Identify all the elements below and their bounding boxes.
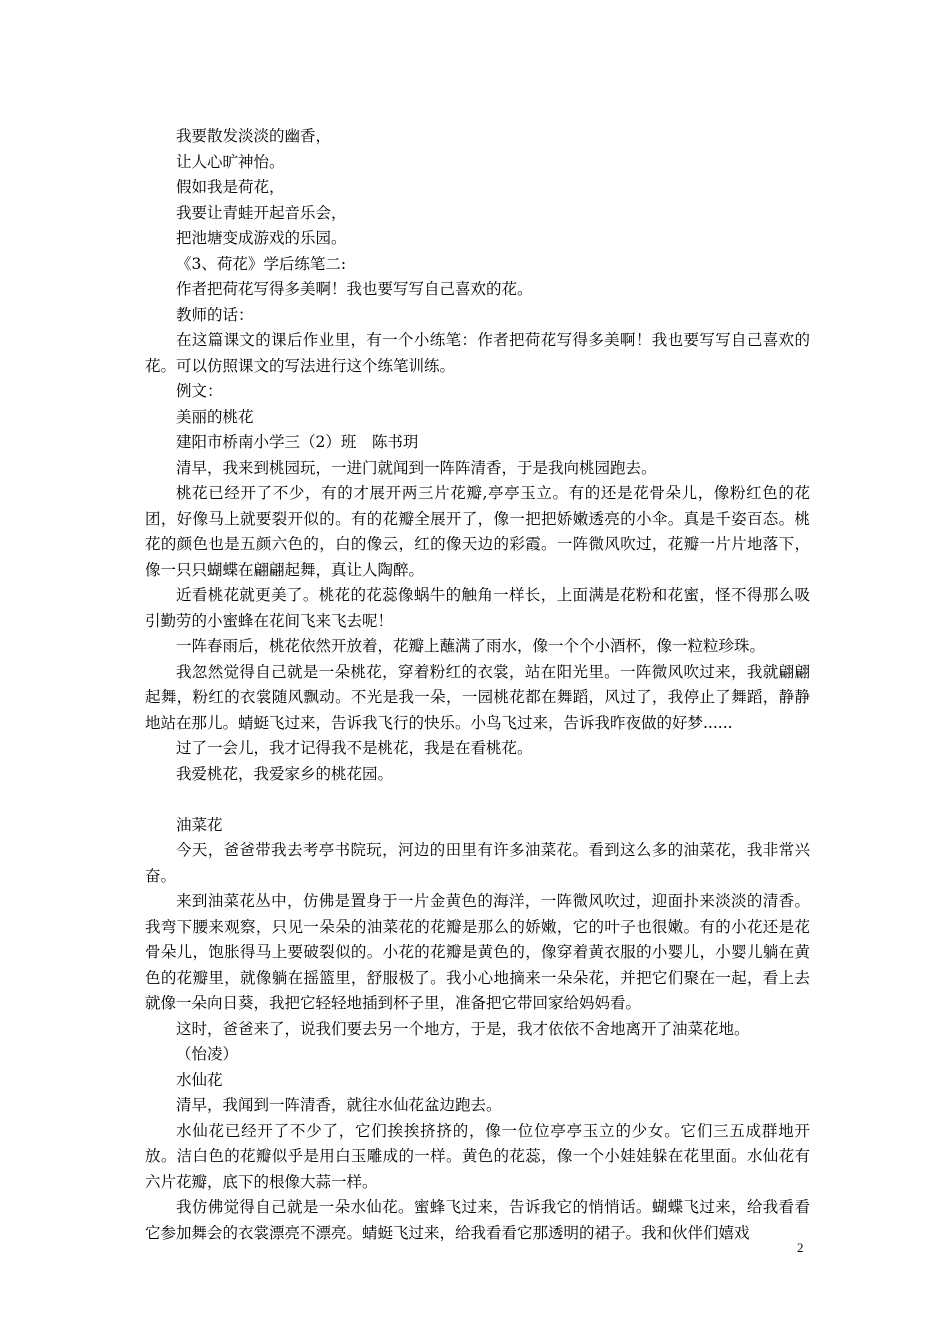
paragraph: 过了一会儿，我才记得我不是桃花，我是在看桃花。 xyxy=(176,739,533,757)
section-heading: 《3、荷花》学后练笔二: xyxy=(176,254,347,273)
essay-title: 水仙花 xyxy=(176,1070,223,1089)
blank-line xyxy=(145,787,810,813)
paragraph: 教师的话： xyxy=(176,305,254,324)
paragraph: 清早，我闻到一阵清香，就往水仙花盆边跑去。 xyxy=(176,1096,502,1114)
paragraph: 桃花已经开了不少，有的才展开两三片花瓣,亭亭玉立。有的还是花骨朵儿，像粉红色的花团，好像马上就要裂开似的。有的花瓣全展开了，像一把把娇嫩透亮的小伞。真是千姿百态。桃花的颜色也是五颜六色的，白的像云，红的像天边的彩霞。一阵微风吹过，花瓣一片片地落下，像一只只蝴蝶在翩翩起舞，真让人陶醉。 xyxy=(145,484,810,579)
paragraph: 这时，爸爸来了，说我们要去另一个地方，于是，我才依依不舍地离开了油菜花地。 xyxy=(176,1019,750,1038)
paragraph: 假如我是荷花， xyxy=(176,178,285,196)
paragraph: 来到油菜花丛中，仿佛是置身于一片金黄色的海洋，一阵微风吹过，迎面扑来淡淡的清香。我弯下腰来观察，只见一朵朵的油菜花的花瓣是那么的娇嫩，它的叶子也很嫩。有的小花还是花骨朵儿，饱胀得马上要破裂似的。小花的花瓣是黄色的，像穿着黄衣服的小婴儿，小婴儿躺在黄色的花瓣里，就像躺在摇篮里，舒服极了。我小心地摘来一朵朵花，并把它们聚在一起，看上去就像一朵向日葵，我把它轻轻地插到杯子里，准备把它带回家给妈妈看。 xyxy=(145,892,810,1012)
essay-author: 建阳市桥南小学三（2）班 陈书玥 xyxy=(176,433,419,451)
paragraph: 作者把荷花写得多美啊！我也要写写自己喜欢的花。 xyxy=(176,280,533,298)
paragraph: 一阵春雨后，桃花依然开放着，花瓣上蘸满了雨水，像一个个小酒杯，像一粒粒珍珠。 xyxy=(176,637,766,655)
paragraph: 我爱桃花，我爱家乡的桃花园。 xyxy=(176,764,394,783)
paragraph: 近看桃花就更美了。桃花的花蕊像蜗牛的触角一样长，上面满是花粉和花蜜，怪不得那么吸引勤劳的小蜜蜂在花间飞来飞去呢！ xyxy=(145,586,810,630)
paragraph: 把池塘变成游戏的乐园。 xyxy=(176,229,347,247)
paragraph: 我忽然觉得自己就是一朵桃花，穿着粉红的衣裳，站在阳光里。一阵微风吹过来，我就翩翩起舞，粉红的衣裳随风飘动。不光是我一朵，一园桃花都在舞蹈，风过了，我停止了舞蹈，静静地站在那儿。蜻蜓飞过来，告诉我飞行的快乐。小鸟飞过来，告诉我昨夜做的好梦...... xyxy=(145,662,810,732)
paragraph: 我要散发淡淡的幽香， xyxy=(176,127,332,145)
paragraph: 水仙花已经开了不少了，它们挨挨挤挤的，像一位位亭亭玉立的少女。它们三五成群地开放。洁白色的花瓣似乎是用白玉雕成的一样。黄色的花蕊，像一个小娃娃躲在花里面。水仙花有六片花瓣，底下的根像大蒜一样。 xyxy=(145,1121,810,1191)
page-number: 2 xyxy=(797,1240,804,1255)
paragraph: 我要让青蛙开起音乐会， xyxy=(176,203,347,222)
document-body xyxy=(145,124,810,1246)
paragraph: 例文： xyxy=(176,382,223,400)
paragraph: 清早，我来到桃园玩，一进门就闻到一阵阵清香，于是我向桃园跑去。 xyxy=(176,458,657,477)
paragraph: 让人心旷神怡。 xyxy=(176,152,285,171)
essay-title: 美丽的桃花 xyxy=(176,407,254,426)
essay-author: （怡凌） xyxy=(176,1045,239,1063)
essay-title: 油菜花 xyxy=(176,815,223,834)
paragraph: 在这篇课文的课后作业里，有一个小练笔：作者把荷花写得多美啊！我也要写写自己喜欢的花。可以仿照课文的写法进行这个练笔训练。 xyxy=(145,331,810,375)
paragraph: 我仿佛觉得自己就是一朵水仙花。蜜蜂飞过来，告诉我它的悄悄话。蝴蝶飞过来，给我看看它参加舞会的衣裳漂亮不漂亮。蜻蜓飞过来，给我看看它那透明的裙子。我和伙伴们嬉戏 xyxy=(145,1198,810,1242)
paragraph: 今天，爸爸带我去考亭书院玩，河边的田里有许多油菜花。看到这么多的油菜花，我非常兴奋。 xyxy=(145,841,810,885)
